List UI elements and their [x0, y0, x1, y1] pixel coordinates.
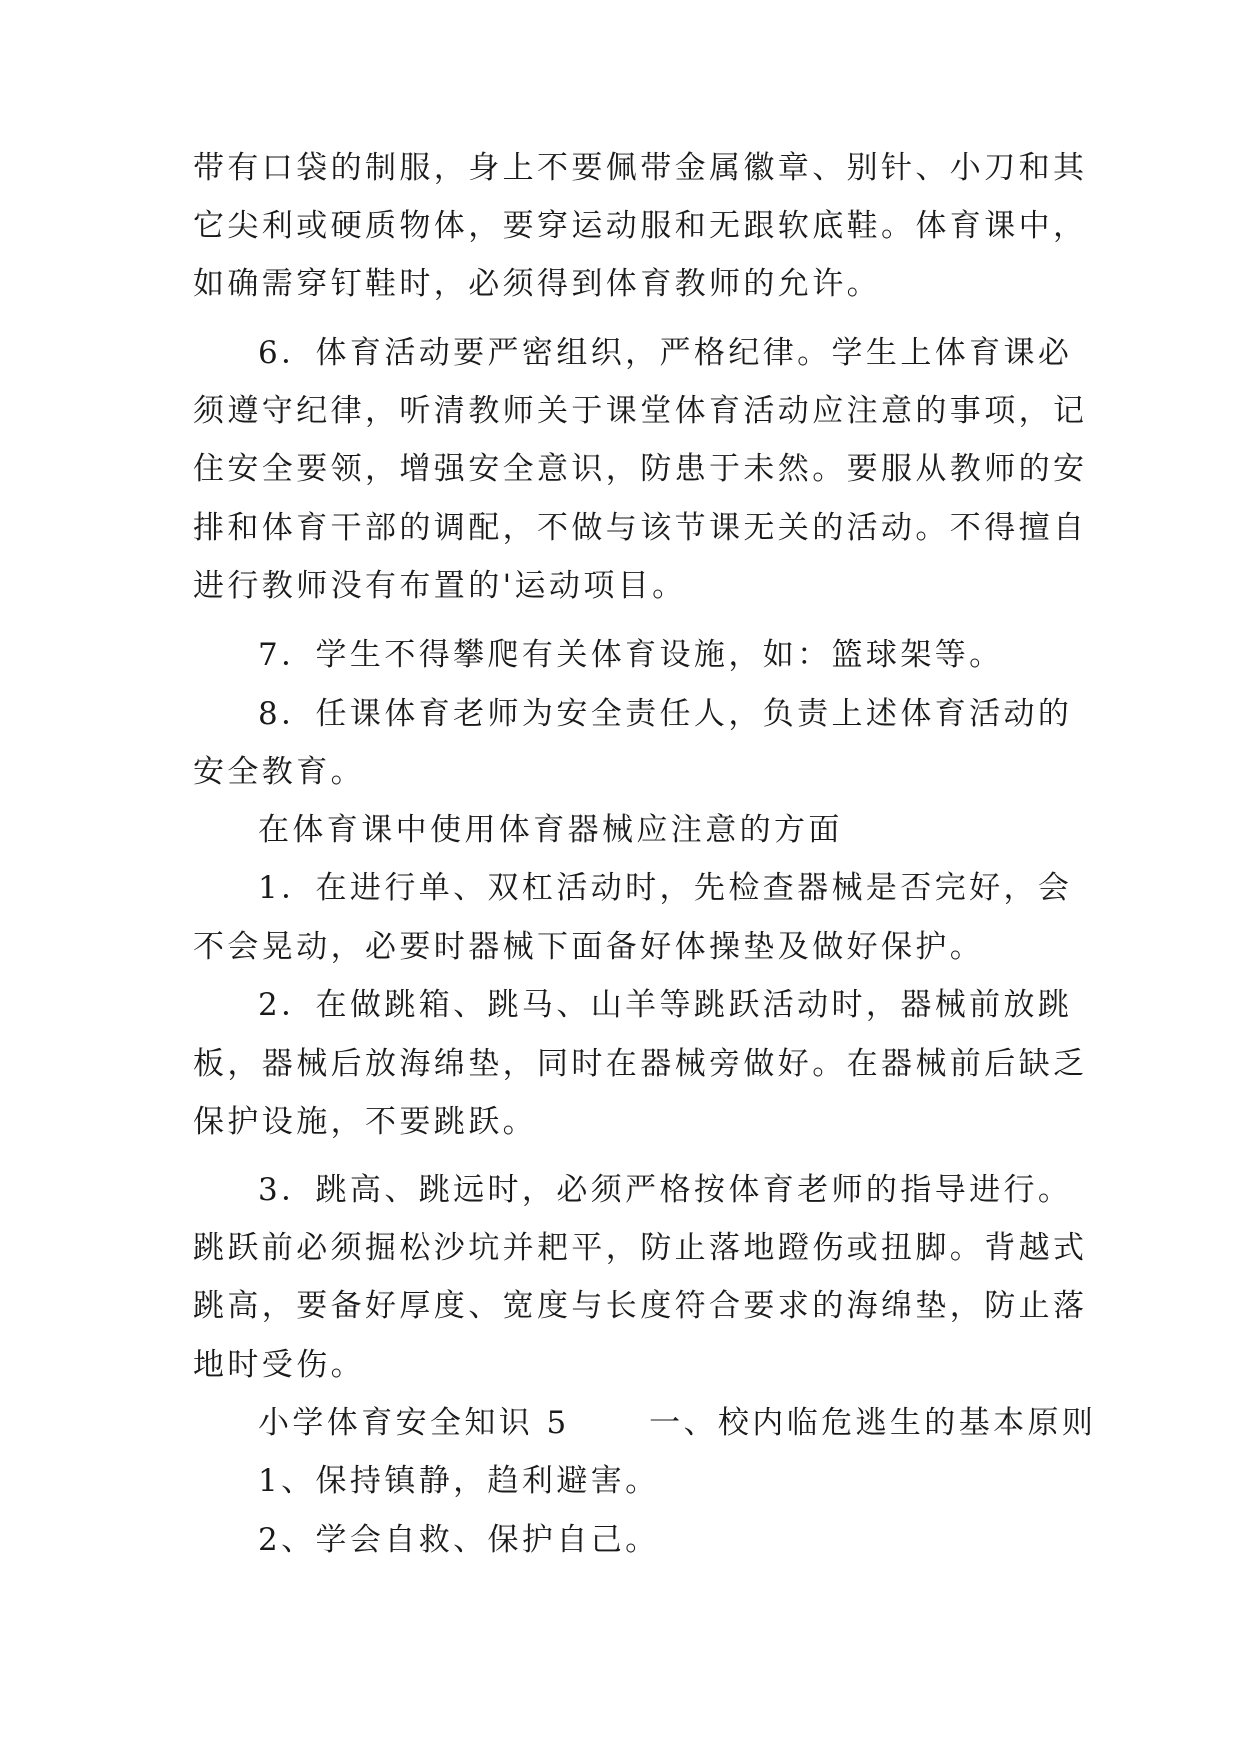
paragraph-start-line: 2．在做跳箱、跳马、山羊等跳跃活动时，器械前放跳: [258, 987, 1073, 1023]
text-line: 须遵守纪律，听清教师关于课堂体育活动应注意的事项，记: [193, 393, 1088, 429]
text-line: 进行教师没有布置的'运动项目。: [193, 568, 687, 604]
text-line: 它尖利或硬质物体，要穿运动服和无跟软底鞋。体育课中，: [193, 208, 1088, 244]
text-line: 排和体育干部的调配，不做与该节课无关的活动。不得擅自: [193, 510, 1088, 546]
paragraph-start-line: 3．跳高、跳远时，必须严格按体育老师的指导进行。: [258, 1172, 1073, 1208]
text-line: 不会晃动，必要时器械下面备好体操垫及做好保护。: [193, 929, 985, 965]
list-item: 2、学会自救、保护自己。: [258, 1522, 660, 1558]
text-line: 安全教育。: [193, 754, 365, 790]
text-line: 带有口袋的制服，身上不要佩带金属徽章、别针、小刀和其: [193, 150, 1088, 186]
text-line: 跳高，要备好厚度、宽度与长度符合要求的海绵垫，防止落: [193, 1288, 1088, 1324]
paragraph-start-line: 8．任课体育老师为安全责任人，负责上述体育活动的: [258, 696, 1073, 732]
paragraph-start-line: 7．学生不得攀爬有关体育设施，如：篮球架等。: [258, 637, 1004, 673]
text-line: 住安全要领，增强安全意识，防患于未然。要服从教师的安: [193, 451, 1088, 487]
section-heading: 在体育课中使用体育器械应注意的方面: [258, 812, 843, 848]
paragraph-start-line: 1．在进行单、双杠活动时，先检查器械是否完好，会: [258, 870, 1073, 906]
text-line: 跳跃前必须掘松沙坑并耙平，防止落地蹬伤或扭脚。背越式: [193, 1230, 1088, 1266]
text-line: 板，器械后放海绵垫，同时在器械旁做好。在器械前后缺乏: [193, 1046, 1088, 1082]
text-line: 如确需穿钉鞋时，必须得到体育教师的允许。: [193, 266, 881, 302]
section-heading: 小学体育安全知识 5 一、校内临危逃生的基本原则: [258, 1405, 1097, 1441]
text-line: 地时受伤。: [193, 1347, 365, 1383]
paragraph-start-line: 6．体育活动要严密组织，严格纪律。学生上体育课必: [258, 335, 1073, 371]
list-item: 1、保持镇静，趋利避害。: [258, 1463, 660, 1499]
text-line: 保护设施，不要跳跃。: [193, 1104, 537, 1140]
